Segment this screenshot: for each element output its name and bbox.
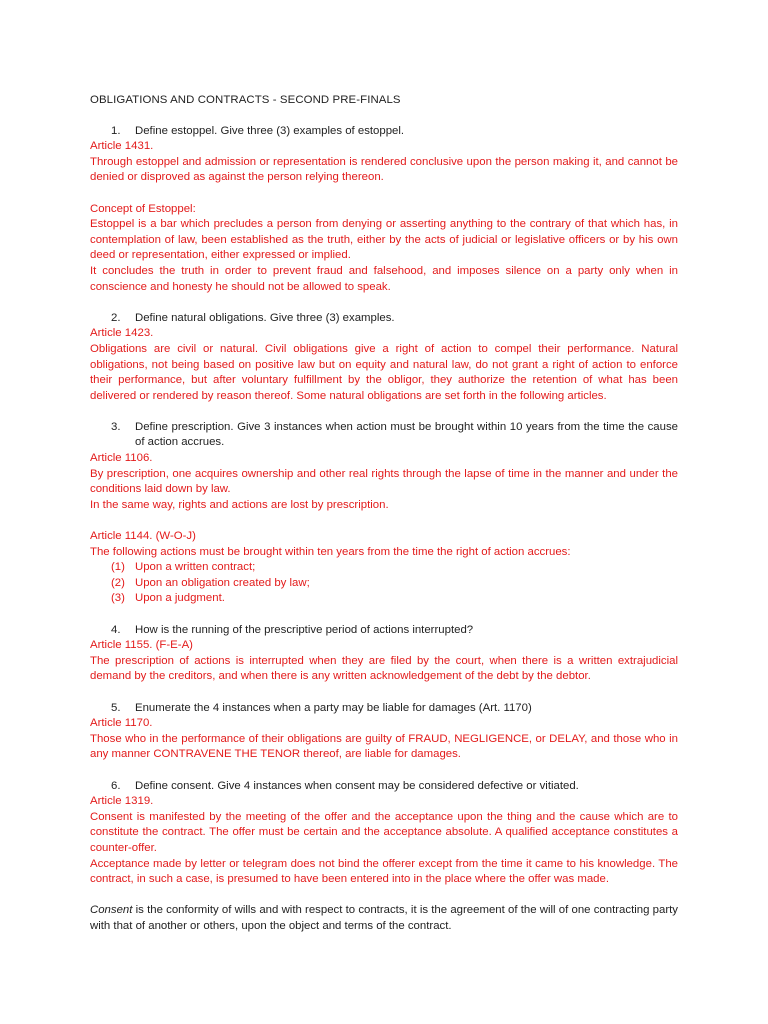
answer-paragraph: Obligations are civil or natural. Civil obligations give a right of action to compel their performance. Natural obligations, not being based on positive law but on equity and natural law, do not grant a right of action to enforce their performance, but after voluntary fulfillment by the obligor, they authorize the retention of what has been delivered or rendered by reason thereof. Some natural obligations are set forth in the following articles.	[90, 342, 678, 402]
question-text: Enumerate the 4 instances when a party may be liable for damages (Art. 1170)	[135, 701, 532, 714]
answer-paragraph: Those who in the performance of their obligations are guilty of FRAUD, NEGLIGENCE, or DELAY, and those who in any manner CONTRAVENE THE TENOR thereof, are liable for damages.	[90, 732, 678, 761]
list-item: (1) Upon a written contract;	[111, 561, 256, 574]
question-number: 3.	[111, 420, 121, 433]
answer-paragraph: By prescription, one acquires ownership and other real rights through the lapse of time in the manner and under the conditions laid down by law.	[90, 467, 678, 496]
question-6	[90, 779, 678, 795]
article-reference: Article 1423.	[90, 327, 154, 340]
question-text: Define prescription. Give 3 instances when action must be brought within 10 years from the time the cause of action accrues.	[135, 420, 678, 449]
article-reference: Article 1170.	[90, 717, 153, 730]
question-3	[90, 420, 678, 451]
question-number: 2.	[111, 311, 121, 324]
consent-term: Consent	[90, 904, 133, 917]
concept-heading: Concept of Estoppel:	[90, 202, 196, 215]
document-title: OBLIGATIONS AND CONTRACTS - SECOND PRE-FINALS	[90, 94, 401, 106]
list-item: (2) Upon an obligation created by law;	[111, 576, 310, 589]
consent-definition-text: is the conformity of wills and with respect to contracts, it is the agreement of the will of one contracting party with that of another or others, upon the object and terms of the contract.	[90, 904, 678, 932]
question-5	[90, 701, 678, 717]
question-1	[90, 124, 678, 140]
answer-paragraph: In the same way, rights and actions are lost by prescription.	[90, 498, 389, 511]
question-2	[90, 311, 678, 327]
question-4	[90, 623, 678, 639]
question-number: 4.	[111, 623, 121, 636]
article-reference: Article 1144. (W-O-J)	[90, 530, 196, 543]
answer-paragraph: It concludes the truth in order to prevent fraud and falsehood, and imposes silence on a party only when in conscience and honesty he should not be allowed to speak.	[90, 264, 678, 293]
answer-paragraph: Through estoppel and admission or representation is rendered conclusive upon the person making it, and cannot be denied or disproved as against the person relying thereon.	[90, 155, 678, 184]
answer-paragraph: The prescription of actions is interrupted when they are filed by the court, when there is a written extrajudicial demand by the creditors, and when there is any written acknowledgement of the debt by the debtor.	[90, 654, 678, 683]
question-text: How is the running of the prescriptive period of actions interrupted?	[135, 623, 474, 636]
question-text: Define natural obligations. Give three (3) examples.	[135, 311, 395, 324]
article-reference: Article 1319.	[90, 795, 154, 808]
question-number: 1.	[111, 124, 121, 137]
question-number: 6.	[111, 779, 121, 792]
answer-paragraph: Acceptance made by letter or telegram does not bind the offerer except from the time it came to his knowledge. The contract, in such a case, is presumed to have been entered into in the place where the offer was made.	[90, 857, 678, 886]
answer-paragraph: The following actions must be brought within ten years from the time the right of action accrues:	[90, 545, 571, 558]
list-item: (3) Upon a judgment.	[111, 592, 225, 605]
article-reference: Article 1431.	[90, 140, 154, 153]
consent-definition	[90, 903, 678, 934]
article-reference: Article 1155. (F-E-A)	[90, 639, 193, 652]
document-page	[90, 93, 678, 934]
answer-paragraph: Consent is manifested by the meeting of the offer and the acceptance upon the thing and the cause which are to constitute the contract. The offer must be certain and the acceptance absolute. A qualified acceptance constitutes a counter-offer.	[90, 810, 678, 854]
question-number: 5.	[111, 701, 121, 714]
question-text: Define consent. Give 4 instances when consent may be considered defective or vitiated.	[135, 779, 579, 792]
answer-paragraph: Estoppel is a bar which precludes a person from denying or asserting anything to the contrary of that which has, in contemplation of law, been established as the truth, either by the acts of judicial or legislative officers or by his own deed or representation, either expressed or implied.	[90, 218, 678, 262]
article-reference: Article 1106.	[90, 452, 153, 465]
question-text: Define estoppel. Give three (3) examples of estoppel.	[135, 124, 405, 137]
